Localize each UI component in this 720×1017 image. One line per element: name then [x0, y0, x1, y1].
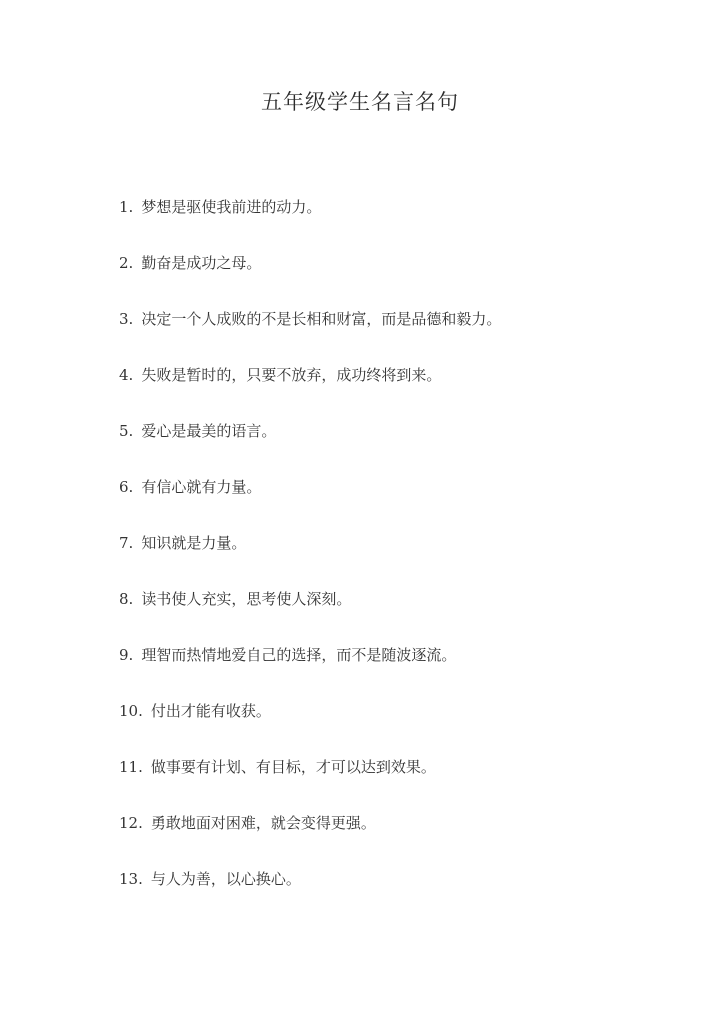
item-text: 知识就是力量。 [141, 534, 247, 552]
item-text: 付出才能有收获。 [150, 702, 271, 720]
list-item [119, 532, 501, 588]
item-text: 爱心是最美的语言。 [141, 422, 277, 440]
list-item [119, 588, 501, 644]
item-text: 读书使人充实，思考使人深刻。 [141, 590, 352, 608]
list-item [119, 756, 501, 812]
list-item [119, 812, 501, 868]
list-item [119, 252, 501, 308]
item-number: 6. [119, 478, 134, 496]
page-title: 五年级学生名言名句 [261, 90, 459, 114]
item-number: 5. [119, 422, 134, 440]
item-number: 2. [119, 254, 134, 272]
item-text: 与人为善，以心换心。 [150, 870, 301, 888]
item-number: 10. [119, 702, 143, 720]
item-text: 做事要有计划、有目标，才可以达到效果。 [150, 758, 436, 776]
item-number: 9. [119, 646, 134, 664]
item-text: 梦想是驱使我前进的动力。 [141, 198, 322, 216]
list-item [119, 868, 501, 924]
list-item [119, 308, 501, 364]
list-item [119, 476, 501, 532]
quote-list [119, 196, 501, 924]
item-text: 失败是暂时的，只要不放弃，成功终将到来。 [141, 366, 442, 384]
item-number: 11. [119, 758, 143, 776]
item-number: 7. [119, 534, 134, 552]
item-number: 8. [119, 590, 134, 608]
item-text: 决定一个人成败的不是长相和财富，而是品德和毅力。 [141, 310, 502, 328]
item-number: 1. [119, 198, 134, 216]
item-number: 12. [119, 814, 143, 832]
list-item [119, 644, 501, 700]
item-number: 3. [119, 310, 134, 328]
item-number: 13. [119, 870, 143, 888]
list-item [119, 196, 501, 252]
item-text: 有信心就有力量。 [141, 478, 262, 496]
item-number: 4. [119, 366, 134, 384]
list-item [119, 420, 501, 476]
item-text: 勤奋是成功之母。 [141, 254, 262, 272]
item-text: 勇敢地面对困难，就会变得更强。 [150, 814, 376, 832]
item-text: 理智而热情地爱自己的选择，而不是随波逐流。 [141, 646, 457, 664]
list-item [119, 700, 501, 756]
list-item [119, 364, 501, 420]
